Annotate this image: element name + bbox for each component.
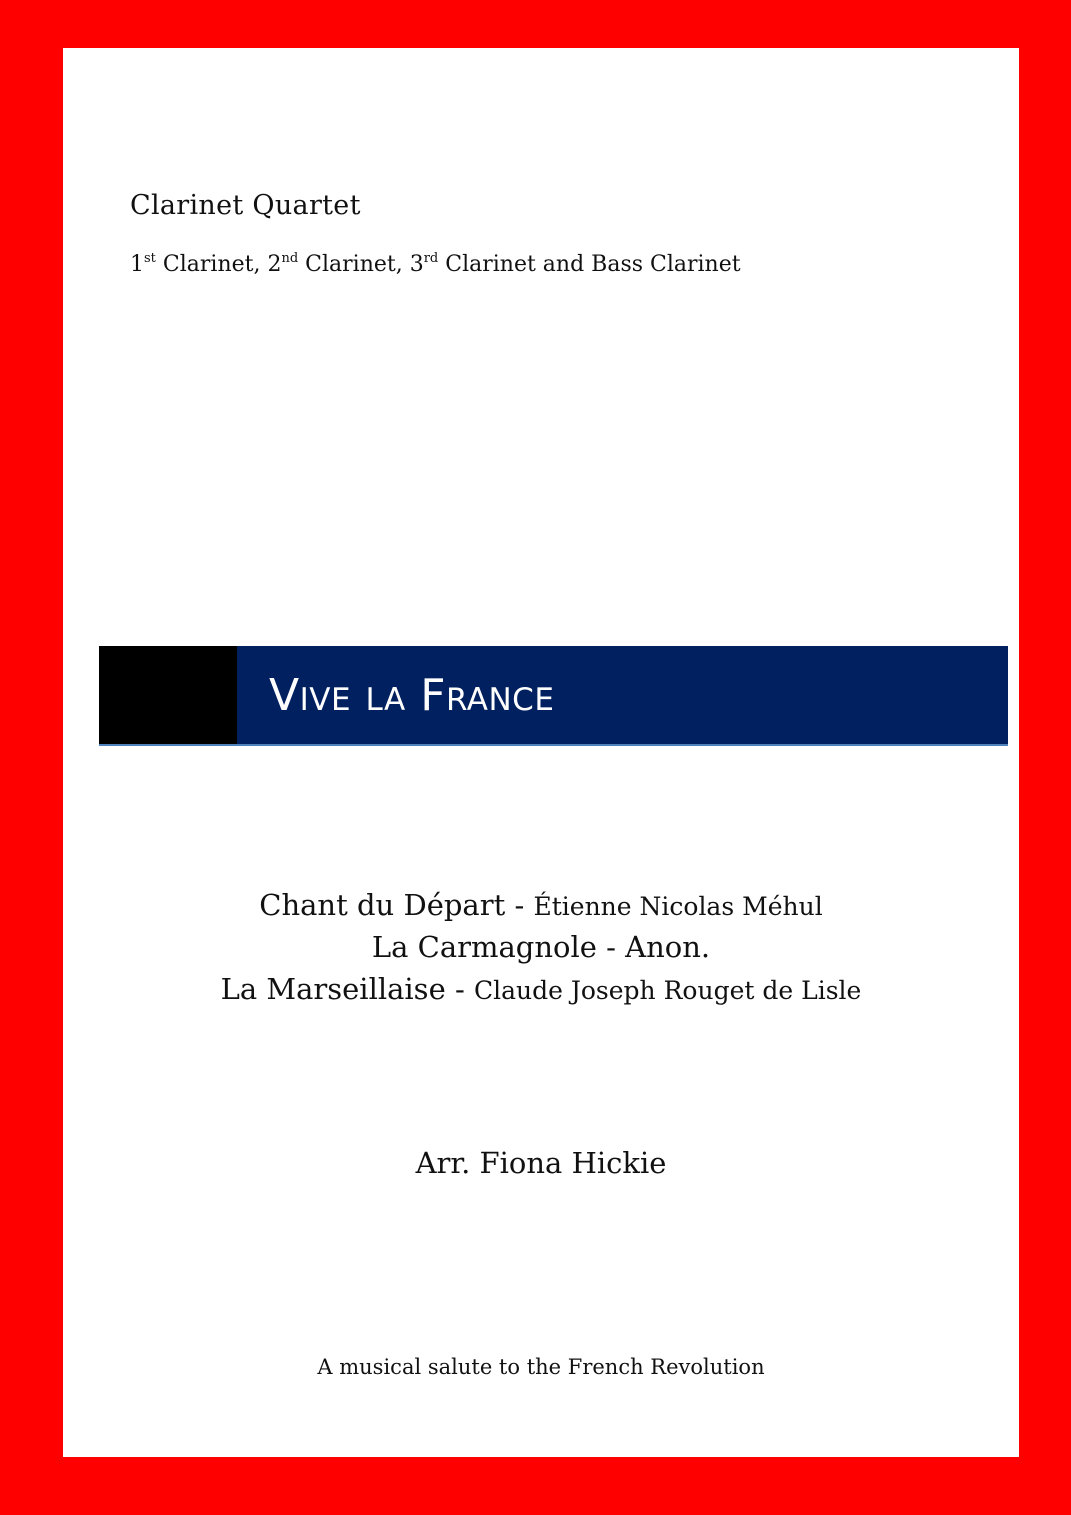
piece-item — [63, 926, 1019, 968]
title-banner — [99, 646, 1008, 744]
piece-list — [63, 884, 1019, 1010]
instrumentation-line — [130, 252, 741, 277]
title-underline — [99, 744, 1008, 746]
cover-page — [63, 48, 1019, 1457]
piece-separator: - — [596, 930, 626, 964]
arranger-credit: Arr. Fiona Hickie — [415, 1146, 667, 1180]
piece-composer: Étienne Nicolas Méhul — [533, 892, 823, 921]
piece-item — [63, 968, 1019, 1010]
instrument-ordinal: st — [144, 251, 156, 266]
title-banner-blue-block — [237, 646, 1008, 744]
instrument-name: Clarinet, — [298, 252, 410, 277]
piece-title: La Marseillaise — [220, 972, 446, 1006]
piece-composer: Anon. — [625, 930, 711, 964]
ensemble-label: Clarinet Quartet — [130, 190, 361, 221]
piece-title: Chant du Départ — [259, 888, 506, 922]
piece-composer: Claude Joseph Rouget de Lisle — [473, 976, 862, 1005]
page-title: Vive la France — [269, 670, 555, 721]
piece-item — [63, 884, 1019, 926]
tagline: A musical salute to the French Revolution — [317, 1355, 765, 1379]
piece-title: La Carmagnole — [371, 930, 597, 964]
instrument-name: Clarinet, — [155, 252, 268, 277]
piece-separator: - — [505, 888, 534, 922]
piece-separator: - — [445, 972, 474, 1006]
instrument-number: 2 — [267, 252, 282, 277]
instrument-ordinal: nd — [281, 251, 299, 266]
title-banner-black-block — [99, 646, 237, 744]
instrument-name: Clarinet and Bass Clarinet — [438, 252, 741, 277]
instrument-ordinal: rd — [423, 251, 439, 266]
instrument-number: 1 — [130, 252, 144, 277]
instrument-number: 3 — [409, 252, 424, 277]
